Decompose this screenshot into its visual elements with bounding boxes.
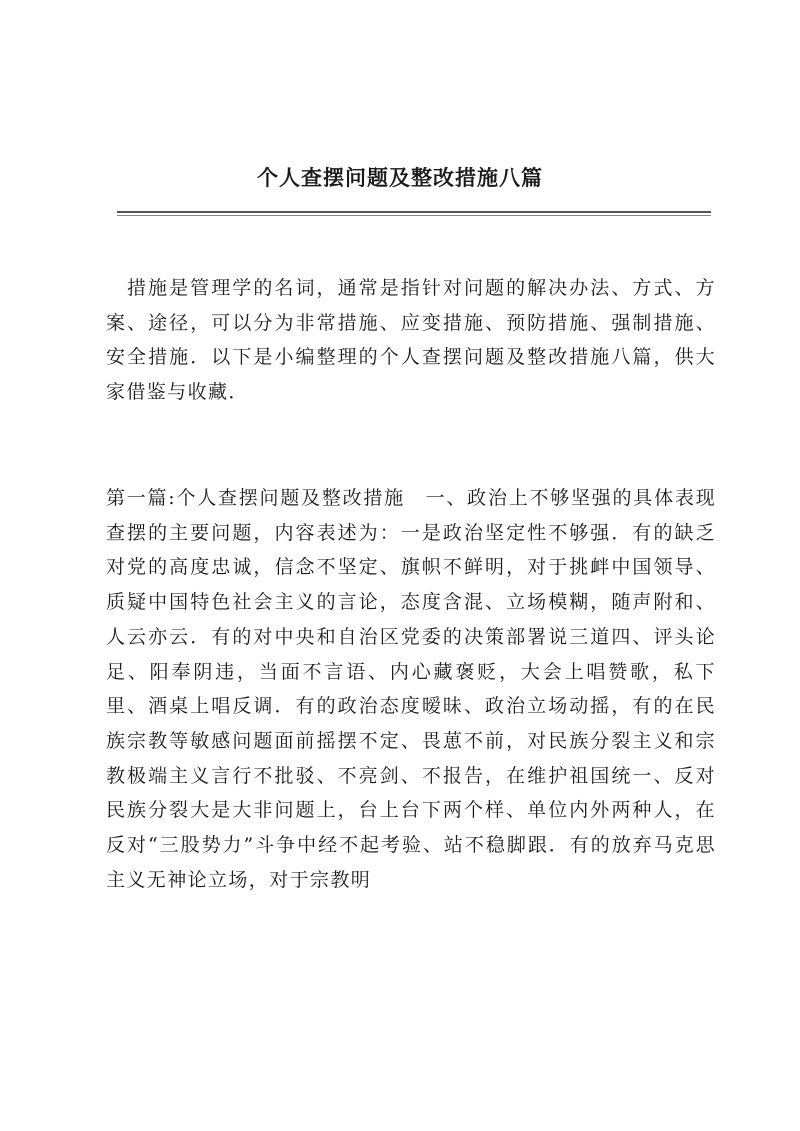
intro-paragraph: 措施是管理学的名词，通常是指针对问题的解决办法、方式、方案、途径，可以分为非常措施、应变措施、预防措施、强制措施、安全措施．以下是小编整理的个人查摆问题及整改措施八篇，供大家借鉴与收藏． xyxy=(106,277,716,403)
title-divider xyxy=(117,211,711,213)
title-divider-thin xyxy=(117,215,711,216)
body-paragraph: 第一篇:个人查摆问题及整改措施 一、政治上不够坚强的具体表现 查摆的主要问题，内容表述为：一是政治坚定性不够强．有的缺乏对党的高度忠诚，信念不坚定、旗帜不鲜明，对于挑衅中国领导、质疑中国特色社会主义的言论，态度含混、立场模糊，随声附和、人云亦云．有的对中央和自治区党委的决策部署说三道四、评头论足、阳奉阴违，当面不言语、内心藏褒贬，大会上唱赞歌，私下里、酒桌上唱反调．有的政治态度暧昧、政治立场动摇，有的在民族宗教等敏感问题面前摇摆不定、畏葸不前，对民族分裂主义和宗教极端主义言行不批驳、不亮剑、不报告，在维护祖国统一、反对民族分裂大是大非问题上，台上台下两个样、单位内外两种人，在反对“三股势力”斗争中经不起考验、站不稳脚跟．有的放弃马克思主义无神论立场，对于宗教明 xyxy=(106,487,737,891)
document-title: 个人查摆问题及整改措施八篇 xyxy=(257,165,543,190)
